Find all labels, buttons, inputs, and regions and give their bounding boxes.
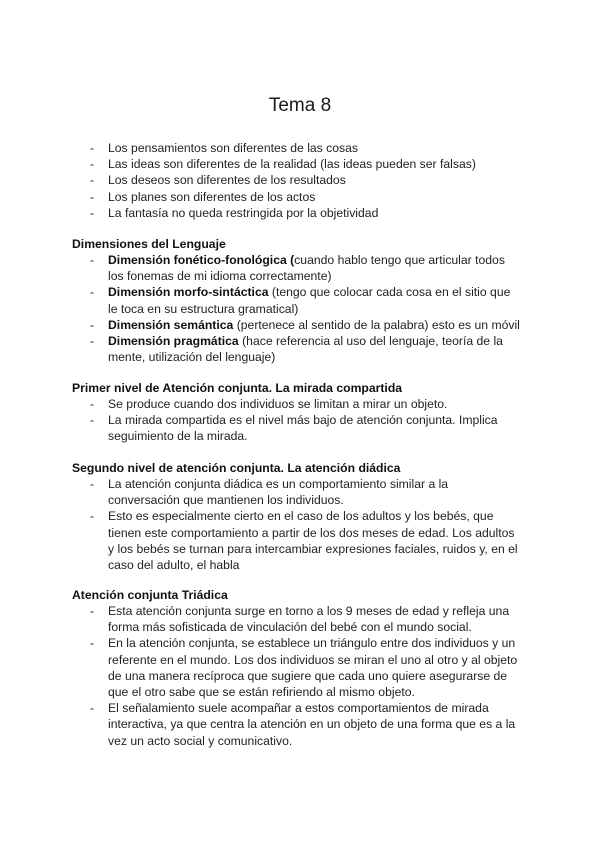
list-item: - Dimensión semántica (pertenece al sentido de la palabra) esto es un móvil: [90, 317, 520, 332]
list-item: - La fantasía no queda restringida por la objetividad: [90, 205, 379, 220]
list-item: - La mirada compartida es el nivel más bajo de atención conjunta. Implica seguimiento de la mirada.: [90, 413, 498, 444]
list-item: - El señalamiento suele acompañar a estos comportamientos de mirada interactiva, ya que centra la atención en un objeto de una forma que es a la vez un acto social y comunicativo.: [90, 701, 516, 748]
section-heading-triadica: Atención conjunta Triádica: [72, 588, 228, 602]
dimensions-list: [0, 252, 522, 365]
primer-nivel-list: [0, 396, 522, 445]
list-item: - Dimensión morfo-sintáctica (tengo que colocar cada cosa en el sitio que le toca en su estructura gramatical): [90, 285, 511, 316]
section-heading-segundo-nivel: Segundo nivel de atención conjunta. La atención diádica: [72, 461, 401, 475]
intro-list: [0, 140, 522, 221]
list-item: - Los deseos son diferentes de los resultados: [90, 173, 346, 188]
page-title: Tema 8: [268, 95, 332, 116]
list-item: - Esto es especialmente cierto en el caso de los adultos y los bebés, que tienen este comportamiento a partir de los dos meses de edad. Los adultos y los bebés se turnan para intercambiar expresiones faciales, ruidos y, en el caso del adulto, el habla: [90, 509, 518, 573]
list-item: - La atención conjunta diádica es un comportamiento similar a la conversación que mantienen los individuos.: [90, 477, 449, 508]
list-item: - Dimensión fonético-fonológica (cuando hablo tengo que articular todos los fonemas de mi idioma correctamente): [90, 253, 505, 284]
list-item: - Las ideas son diferentes de la realidad (las ideas pueden ser falsas): [90, 157, 476, 172]
section-heading-dimensions: Dimensiones del Lenguaje: [72, 237, 226, 251]
triadica-list: [0, 603, 522, 749]
list-item: - Dimensión pragmática (hace referencia al uso del lenguaje, teoría de la mente, utilización del lenguaje): [90, 334, 503, 365]
list-item: - En la atención conjunta, se establece un triángulo entre dos individuos y un referente en el mundo. Los dos individuos se miran el uno al otro y al objeto de una manera recíproca que sugiere que cada uno quiere asegurarse de que el otro sabe que se están refiriendo al mismo objeto.: [90, 636, 518, 700]
section-heading-primer-nivel: Primer nivel de Atención conjunta. La mirada compartida: [72, 381, 403, 395]
segundo-nivel-list: [0, 476, 522, 573]
list-item: - Se produce cuando dos individuos se limitan a mirar un objeto.: [90, 397, 448, 411]
list-item: - Los pensamientos son diferentes de las cosas: [90, 141, 358, 155]
list-item: - Esta atención conjunta surge en torno a los 9 meses de edad y refleja una forma más sofisticada de vinculación del bebé con el mundo social.: [90, 604, 510, 635]
list-item: - Los planes son diferentes de los actos: [90, 189, 316, 204]
